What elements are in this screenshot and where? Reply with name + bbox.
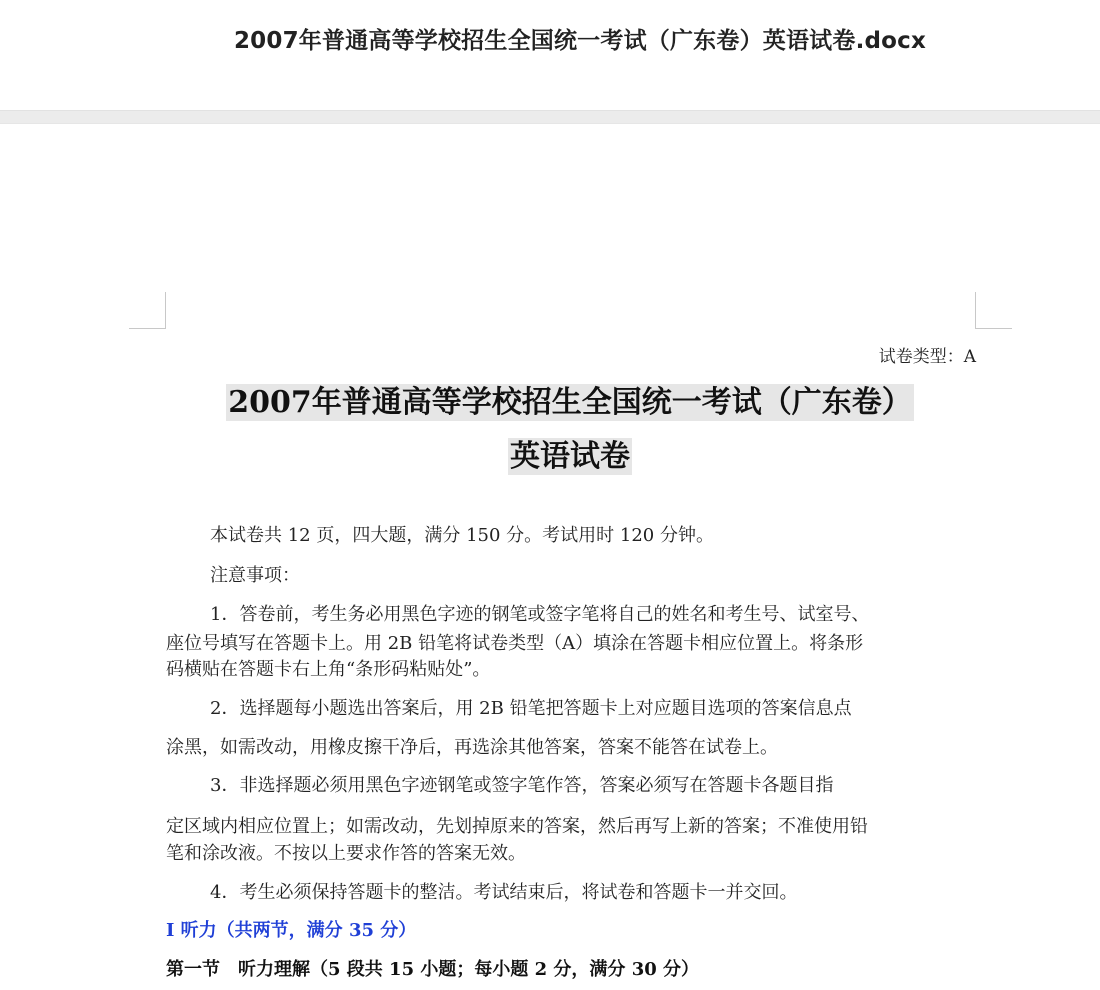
document-title-text: 2007年普通高等学校招生全国统一考试（广东卷）: [228, 385, 912, 420]
rule-3-line-3: 笔和涂改液。不按以上要求作答的答案无效。: [166, 843, 526, 864]
paper-type-label: 试卷类型：A: [878, 347, 976, 367]
margin-corner-mark-right: [975, 292, 1012, 329]
rule-1-line-3: 码横贴在答题卡右上角“条形码粘贴处”。: [166, 659, 491, 680]
window-title: 2007年普通高等学校招生全国统一考试（广东卷）英语试卷.docx: [233, 28, 927, 54]
document-subtitle-text: 英语试卷: [510, 439, 630, 474]
section-part-heading: 第一节 听力理解（5 段共 15 小题；每小题 2 分，满分 30 分）: [166, 959, 700, 980]
document-subtitle: [20, 431, 1100, 475]
document-page: [0, 124, 1100, 990]
notice-heading: 注意事项：: [210, 565, 300, 586]
rule-3-line-2: 定区域内相应位置上；如需改动，先划掉原来的答案，然后再写上新的答案；不准使用铅: [166, 816, 868, 837]
section-heading-listening: I 听力（共两节，满分 35 分）: [166, 920, 417, 941]
rule-2-line-1: 2．选择题每小题选出答案后，用 2B 铅笔把答题卡上对应题目选项的答案信息点: [210, 698, 852, 719]
document-title: [20, 377, 1100, 421]
rule-3-line-1: 3．非选择题必须用黑色字迹钢笔或签字笔作答，答案必须写在答题卡各题目指: [210, 775, 834, 796]
rule-2-line-2: 涂黑，如需改动，用橡皮擦干净后，再选涂其他答案，答案不能答在试卷上。: [166, 737, 778, 758]
rule-4: 4．考生必须保持答题卡的整洁。考试结束后，将试卷和答题卡一并交回。: [210, 882, 798, 903]
rule-1-line-2: 座位号填写在答题卡上。用 2B 铅笔将试卷类型（A）填涂在答题卡相应位置上。将条形: [166, 633, 864, 654]
window-title-bar: [0, 0, 1100, 110]
margin-corner-mark-left: [129, 292, 166, 329]
page-separator: [0, 110, 1100, 124]
rule-1-line-1: 1．答卷前，考生务必用黑色字迹的钢笔或签字笔将自己的姓名和考生号、试室号、: [210, 604, 870, 625]
intro-paragraph: 本试卷共 12 页，四大题，满分 150 分。考试用时 120 分钟。: [210, 525, 714, 546]
